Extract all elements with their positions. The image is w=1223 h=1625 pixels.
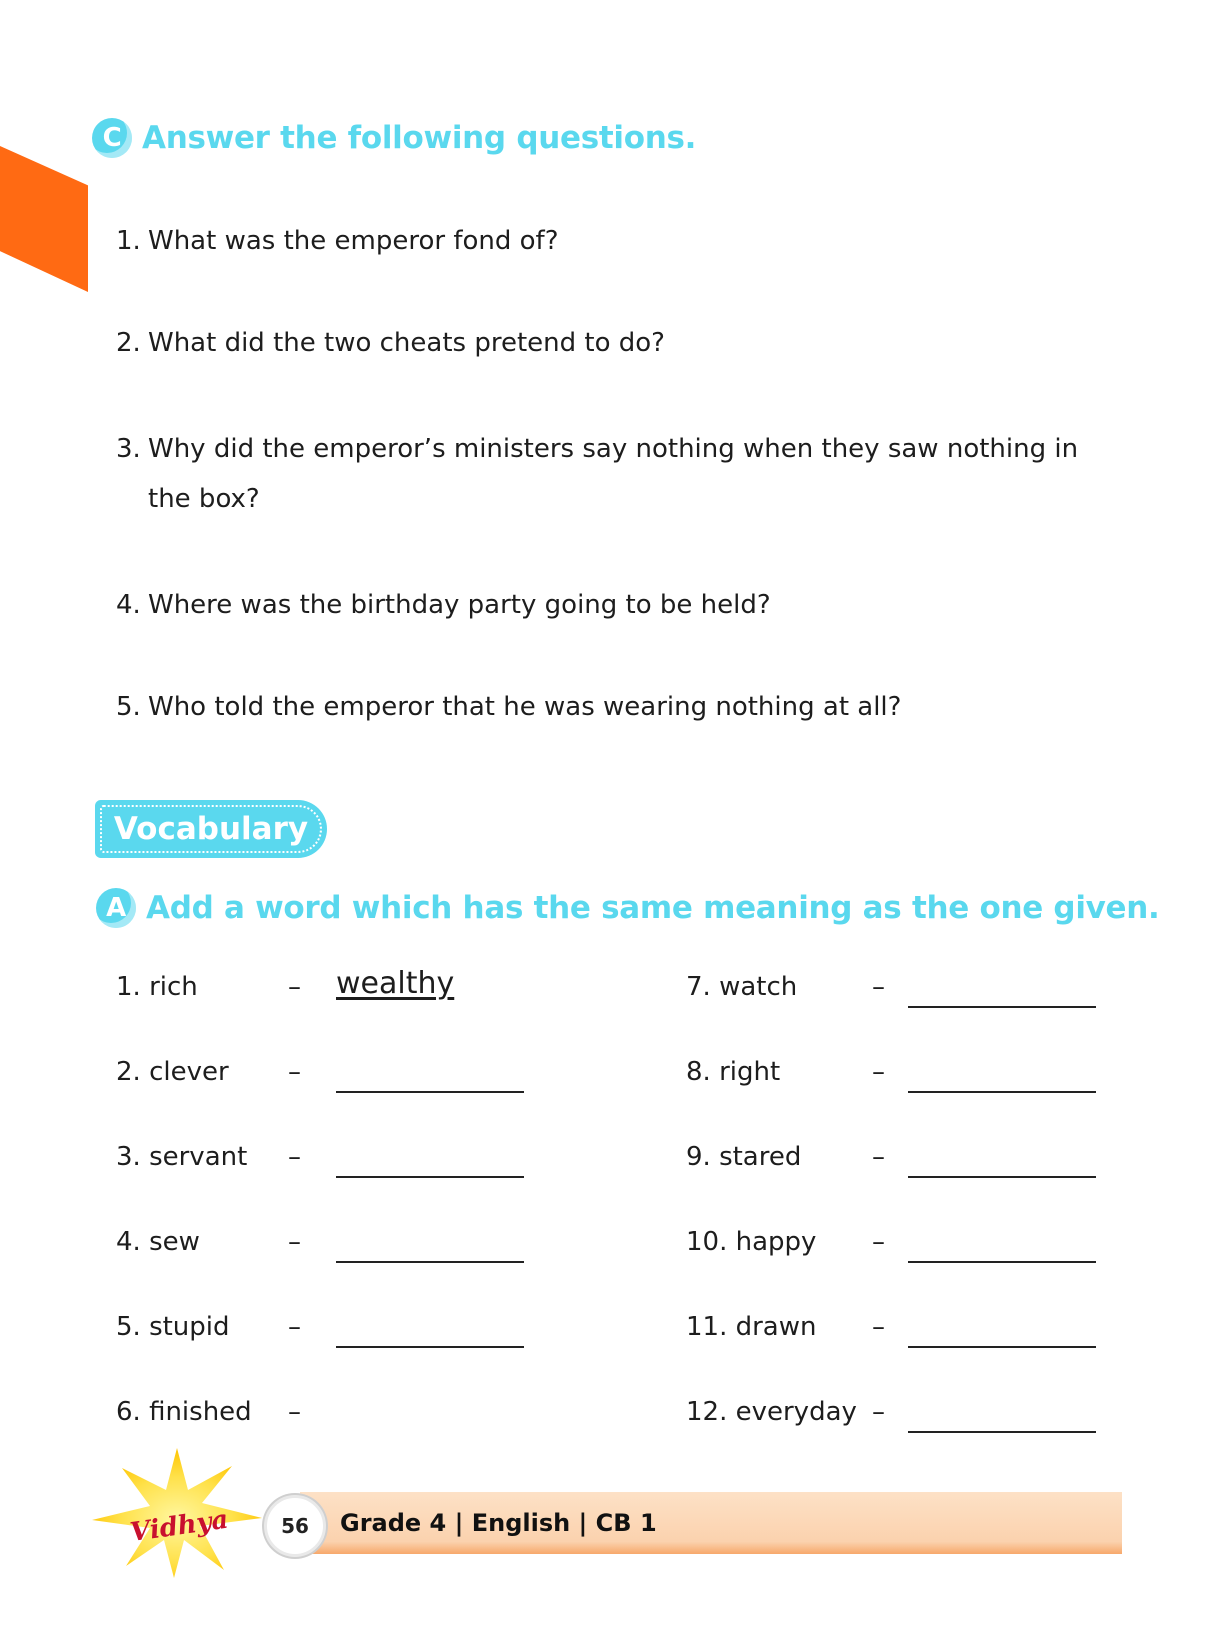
vocab-item-7: 7. watch – (686, 972, 1106, 1012)
answer-blank[interactable] (908, 1346, 1096, 1348)
vocab-item-9: 9. stared – (686, 1142, 1106, 1182)
answer-blank[interactable] (908, 1091, 1096, 1093)
vocab-item-2: 2. clever – (116, 1057, 536, 1097)
answer-blank[interactable] (336, 1091, 524, 1093)
answer-blank[interactable] (336, 1346, 524, 1348)
vocabulary-label: Vocabulary (95, 800, 327, 858)
answer-blank[interactable] (908, 1261, 1096, 1263)
footer-text: Grade 4 | English | CB 1 (340, 1509, 657, 1537)
vocab-item-4: 4. sew – (116, 1227, 536, 1267)
answer-blank[interactable] (336, 1176, 524, 1178)
question-1: 1. What was the emperor fond of? (116, 226, 559, 256)
vocab-item-12: 12. everyday – (686, 1397, 1106, 1437)
answer-blank[interactable] (908, 1006, 1096, 1008)
orange-corner-tab (0, 146, 88, 292)
vocab-item-5: 5. stupid – (116, 1312, 536, 1352)
question-5: 5. Who told the emperor that he was wearing nothing at all? (116, 692, 902, 722)
vocabulary-a-title: Add a word which has the same meaning as the one given. (146, 890, 1160, 926)
vocab-item-8: 8. right – (686, 1057, 1106, 1097)
vocab-item-6: 6. finished – (116, 1397, 301, 1427)
question-3: 3. Why did the emperor’s ministers say nothing when they saw nothing in the box? (116, 434, 1079, 514)
vocab-item-1: 1. rich – wealthy (116, 966, 455, 1002)
section-c-badge-icon: C (92, 118, 132, 158)
vocabulary-a-heading (96, 888, 1160, 928)
section-c-heading (92, 118, 696, 158)
question-2: 2. What did the two cheats pretend to do? (116, 328, 665, 358)
page-number: 56 (264, 1495, 326, 1557)
answer-blank[interactable] (908, 1176, 1096, 1178)
footer-band (300, 1492, 1122, 1554)
answer-blank[interactable] (908, 1431, 1096, 1433)
answer-blank[interactable] (336, 1261, 524, 1263)
section-a-badge-icon: A (96, 888, 136, 928)
vocab-item-11: 11. drawn – (686, 1312, 1106, 1352)
section-c-title: Answer the following questions. (142, 120, 697, 156)
vocab-item-10: 10. happy – (686, 1227, 1106, 1267)
answer-wealthy: wealthy (336, 966, 455, 1001)
vidhya-logo-text: Vidhya (128, 1504, 231, 1549)
vocab-item-3: 3. servant – (116, 1142, 536, 1182)
question-4: 4. Where was the birthday party going to be held? (116, 590, 771, 620)
